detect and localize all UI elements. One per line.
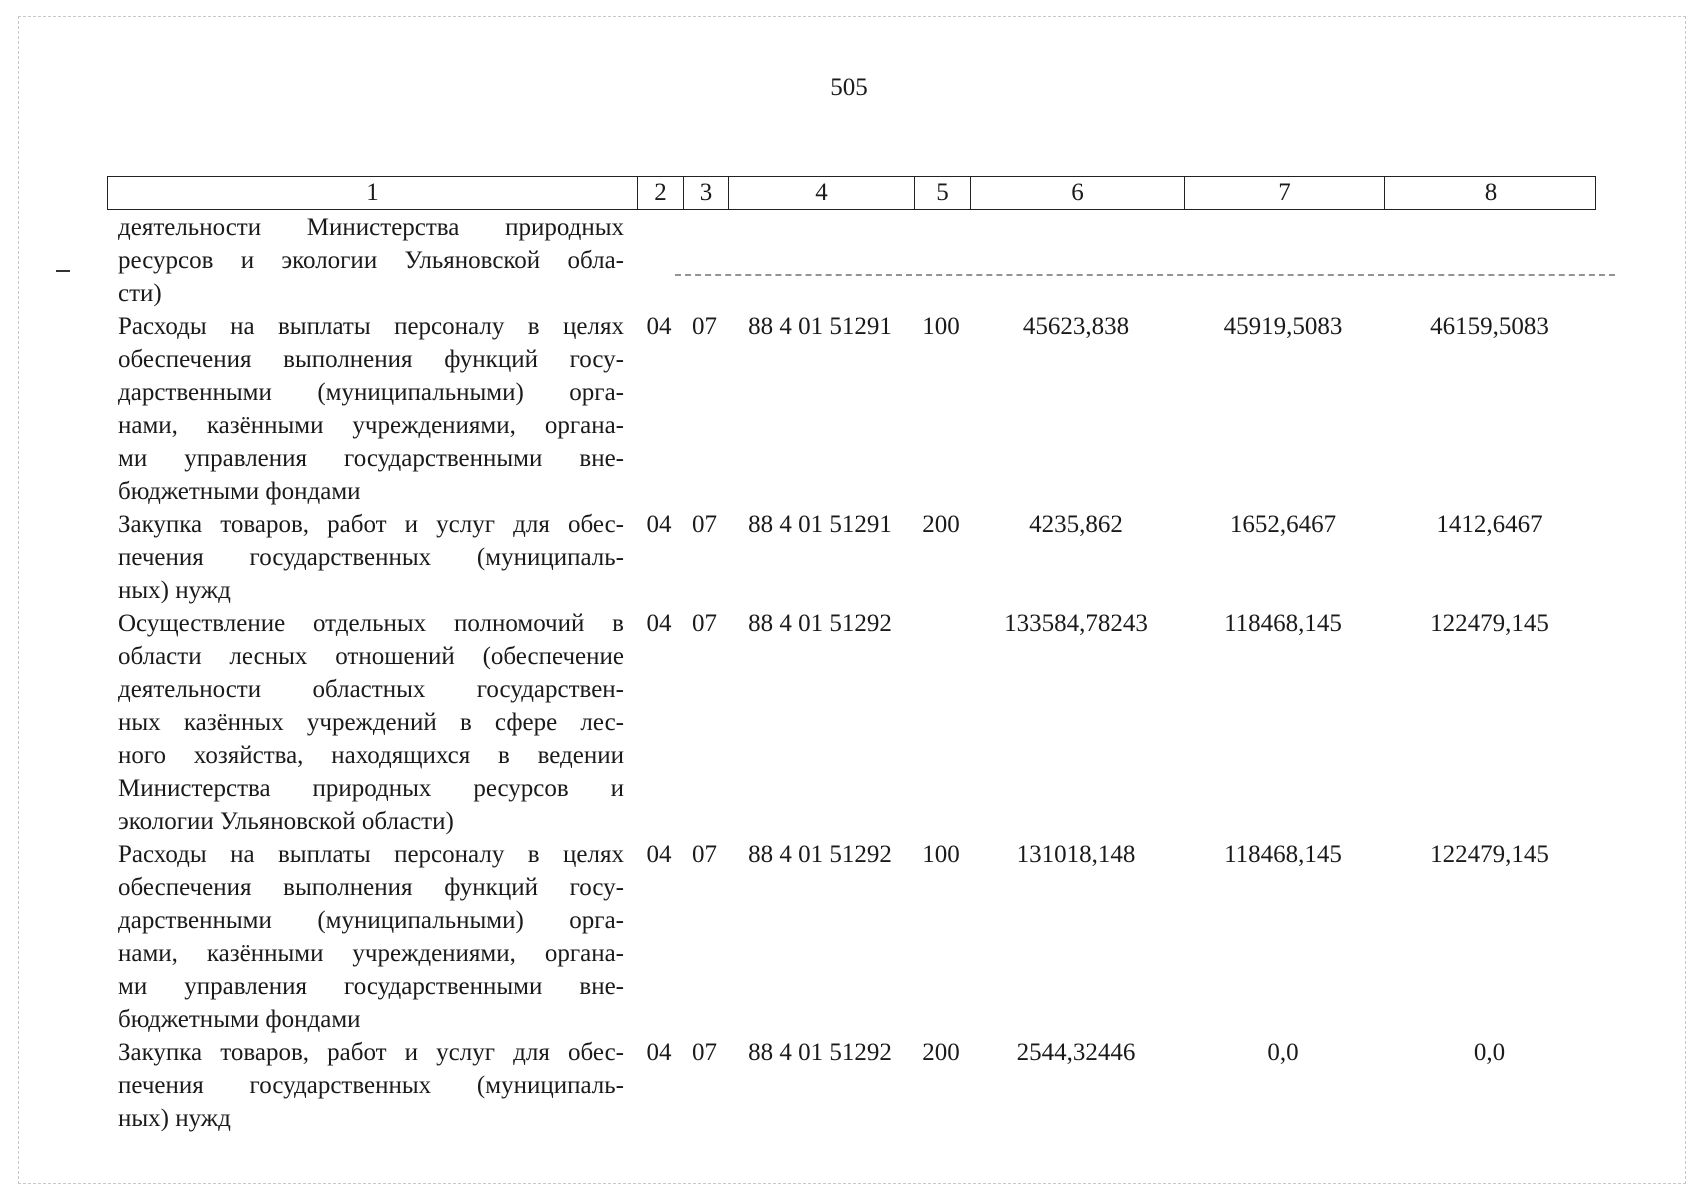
row-description (107, 310, 636, 508)
cell-subsection: 07 (692, 1039, 717, 1066)
table-row (107, 310, 1596, 508)
cell-target-article: 88 4 01 51291 (748, 511, 892, 538)
table-row (107, 211, 1596, 310)
description-line: экологии Ульяновской области) (118, 808, 454, 835)
page-number: 505 (830, 74, 868, 101)
cell-subsection: 07 (692, 841, 717, 868)
cell-section: 04 (646, 313, 672, 340)
description-line: Расходы на выплаты персоналу в целях (118, 841, 624, 868)
header-col-6: 6 (970, 177, 1184, 209)
table-header (107, 176, 1596, 210)
table-row (107, 1036, 1596, 1135)
row-description (107, 508, 636, 607)
cell-amount-col-7: 118468,145 (1224, 841, 1342, 868)
cell-expense-type (913, 211, 969, 310)
cell-amount-col-8: 122479,145 (1430, 610, 1549, 637)
cell-target-article: 88 4 01 51292 (748, 610, 892, 637)
description-line: ных) нужд (118, 577, 231, 604)
header-col-2: 2 (637, 177, 683, 209)
header-col-1: 1 (366, 179, 379, 206)
budget-table (107, 211, 1596, 1135)
cell-target-article: 88 4 01 51291 (748, 313, 892, 340)
description-line: Закупка товаров, работ и услуг для обес- (118, 511, 624, 538)
description-line: дарственными (муниципальными) орга- (118, 379, 624, 406)
description-line: обеспечения выполнения функций госу- (118, 874, 624, 901)
scan-artifact (56, 270, 70, 272)
description-line: области лесных отношений (обеспечение (118, 643, 624, 670)
cell-amount-col-6: 45623,838 (1022, 313, 1130, 340)
description-line: Министерства природных ресурсов и (118, 775, 624, 802)
cell-expense-type (913, 607, 969, 838)
header-col-8: 8 (1384, 177, 1597, 209)
cell-amount-col-7: 0,0 (1267, 1039, 1299, 1066)
cell-subsection: 07 (692, 313, 717, 340)
cell-amount-col-6: 133584,78243 (1004, 610, 1148, 637)
cell-amount-col-7: 118468,145 (1224, 610, 1342, 637)
description-line: ми управления государственными вне- (118, 973, 624, 1000)
cell-amount-col-8: 0,0 (1473, 1039, 1506, 1066)
row-description (107, 211, 636, 310)
cell-expense-type: 100 (922, 313, 960, 340)
description-line: деятельности Министерства природных (118, 214, 624, 241)
cell-amount-col-6: 4235,862 (1029, 511, 1123, 538)
description-line: бюджетными фондами (118, 1006, 361, 1033)
cell-section: 04 (646, 610, 672, 637)
cell-subsection: 07 (692, 511, 717, 538)
description-line: ных) нужд (118, 1105, 231, 1132)
description-line: обеспечения выполнения функций госу- (118, 346, 624, 373)
description-line: ми управления государственными вне- (118, 445, 624, 472)
cell-amount-col-6 (969, 211, 1183, 310)
header-col-4: 4 (728, 177, 914, 209)
cell-subsection: 07 (692, 610, 717, 637)
header-col-3: 3 (683, 177, 728, 209)
description-line: Закупка товаров, работ и услуг для обес- (118, 1039, 624, 1066)
description-line: ресурсов и экологии Ульяновской обла- (118, 247, 624, 274)
description-line: нами, казёнными учреждениями, органа- (118, 412, 624, 439)
cell-expense-type: 200 (922, 1039, 960, 1066)
cell-amount-col-6: 131018,148 (1016, 841, 1136, 868)
cell-amount-col-7: 1652,6467 (1229, 511, 1337, 538)
cell-amount-col-6: 2544,32446 (1016, 1039, 1136, 1066)
description-line: сти) (118, 280, 162, 307)
row-description (107, 607, 636, 838)
cell-amount-col-7: 45919,5083 (1223, 313, 1343, 340)
table-row (107, 607, 1596, 838)
cell-section: 04 (646, 511, 672, 538)
cell-expense-type: 200 (922, 511, 960, 538)
description-line: Расходы на выплаты персоналу в целях (118, 313, 624, 340)
row-description (107, 1036, 636, 1135)
description-line: ного хозяйства, находящихся в ведении (118, 742, 624, 769)
cell-section: 04 (646, 841, 672, 868)
table-row (107, 838, 1596, 1036)
cell-amount-col-8: 122479,145 (1430, 841, 1549, 868)
description-line: Осуществление отдельных полномочий в (118, 610, 624, 637)
cell-section: 04 (646, 1039, 672, 1066)
cell-section (636, 211, 682, 310)
header-col-5: 5 (914, 177, 970, 209)
description-line: печения государственных (муниципаль- (118, 1072, 624, 1099)
description-line: дарственными (муниципальными) орга- (118, 907, 624, 934)
description-line: ных казённых учреждений в сфере лес- (118, 709, 624, 736)
header-col-7: 7 (1184, 177, 1384, 209)
cell-subsection (682, 211, 727, 310)
description-line: бюджетными фондами (118, 478, 361, 505)
cell-target-article: 88 4 01 51292 (748, 841, 892, 868)
row-description (107, 838, 636, 1036)
cell-expense-type: 100 (922, 841, 960, 868)
cell-amount-col-8: 46159,5083 (1430, 313, 1549, 340)
cell-target-article: 88 4 01 51292 (748, 1039, 892, 1066)
cell-amount-col-8: 1412,6467 (1436, 511, 1543, 538)
cell-amount-col-7 (1183, 211, 1383, 310)
description-line: печения государственных (муниципаль- (118, 544, 624, 571)
description-line: деятельности областных государствен- (118, 676, 624, 703)
description-line: нами, казёнными учреждениями, органа- (118, 940, 624, 967)
table-row (107, 508, 1596, 607)
cell-amount-col-8 (1383, 211, 1596, 310)
cell-target-article (727, 211, 913, 310)
